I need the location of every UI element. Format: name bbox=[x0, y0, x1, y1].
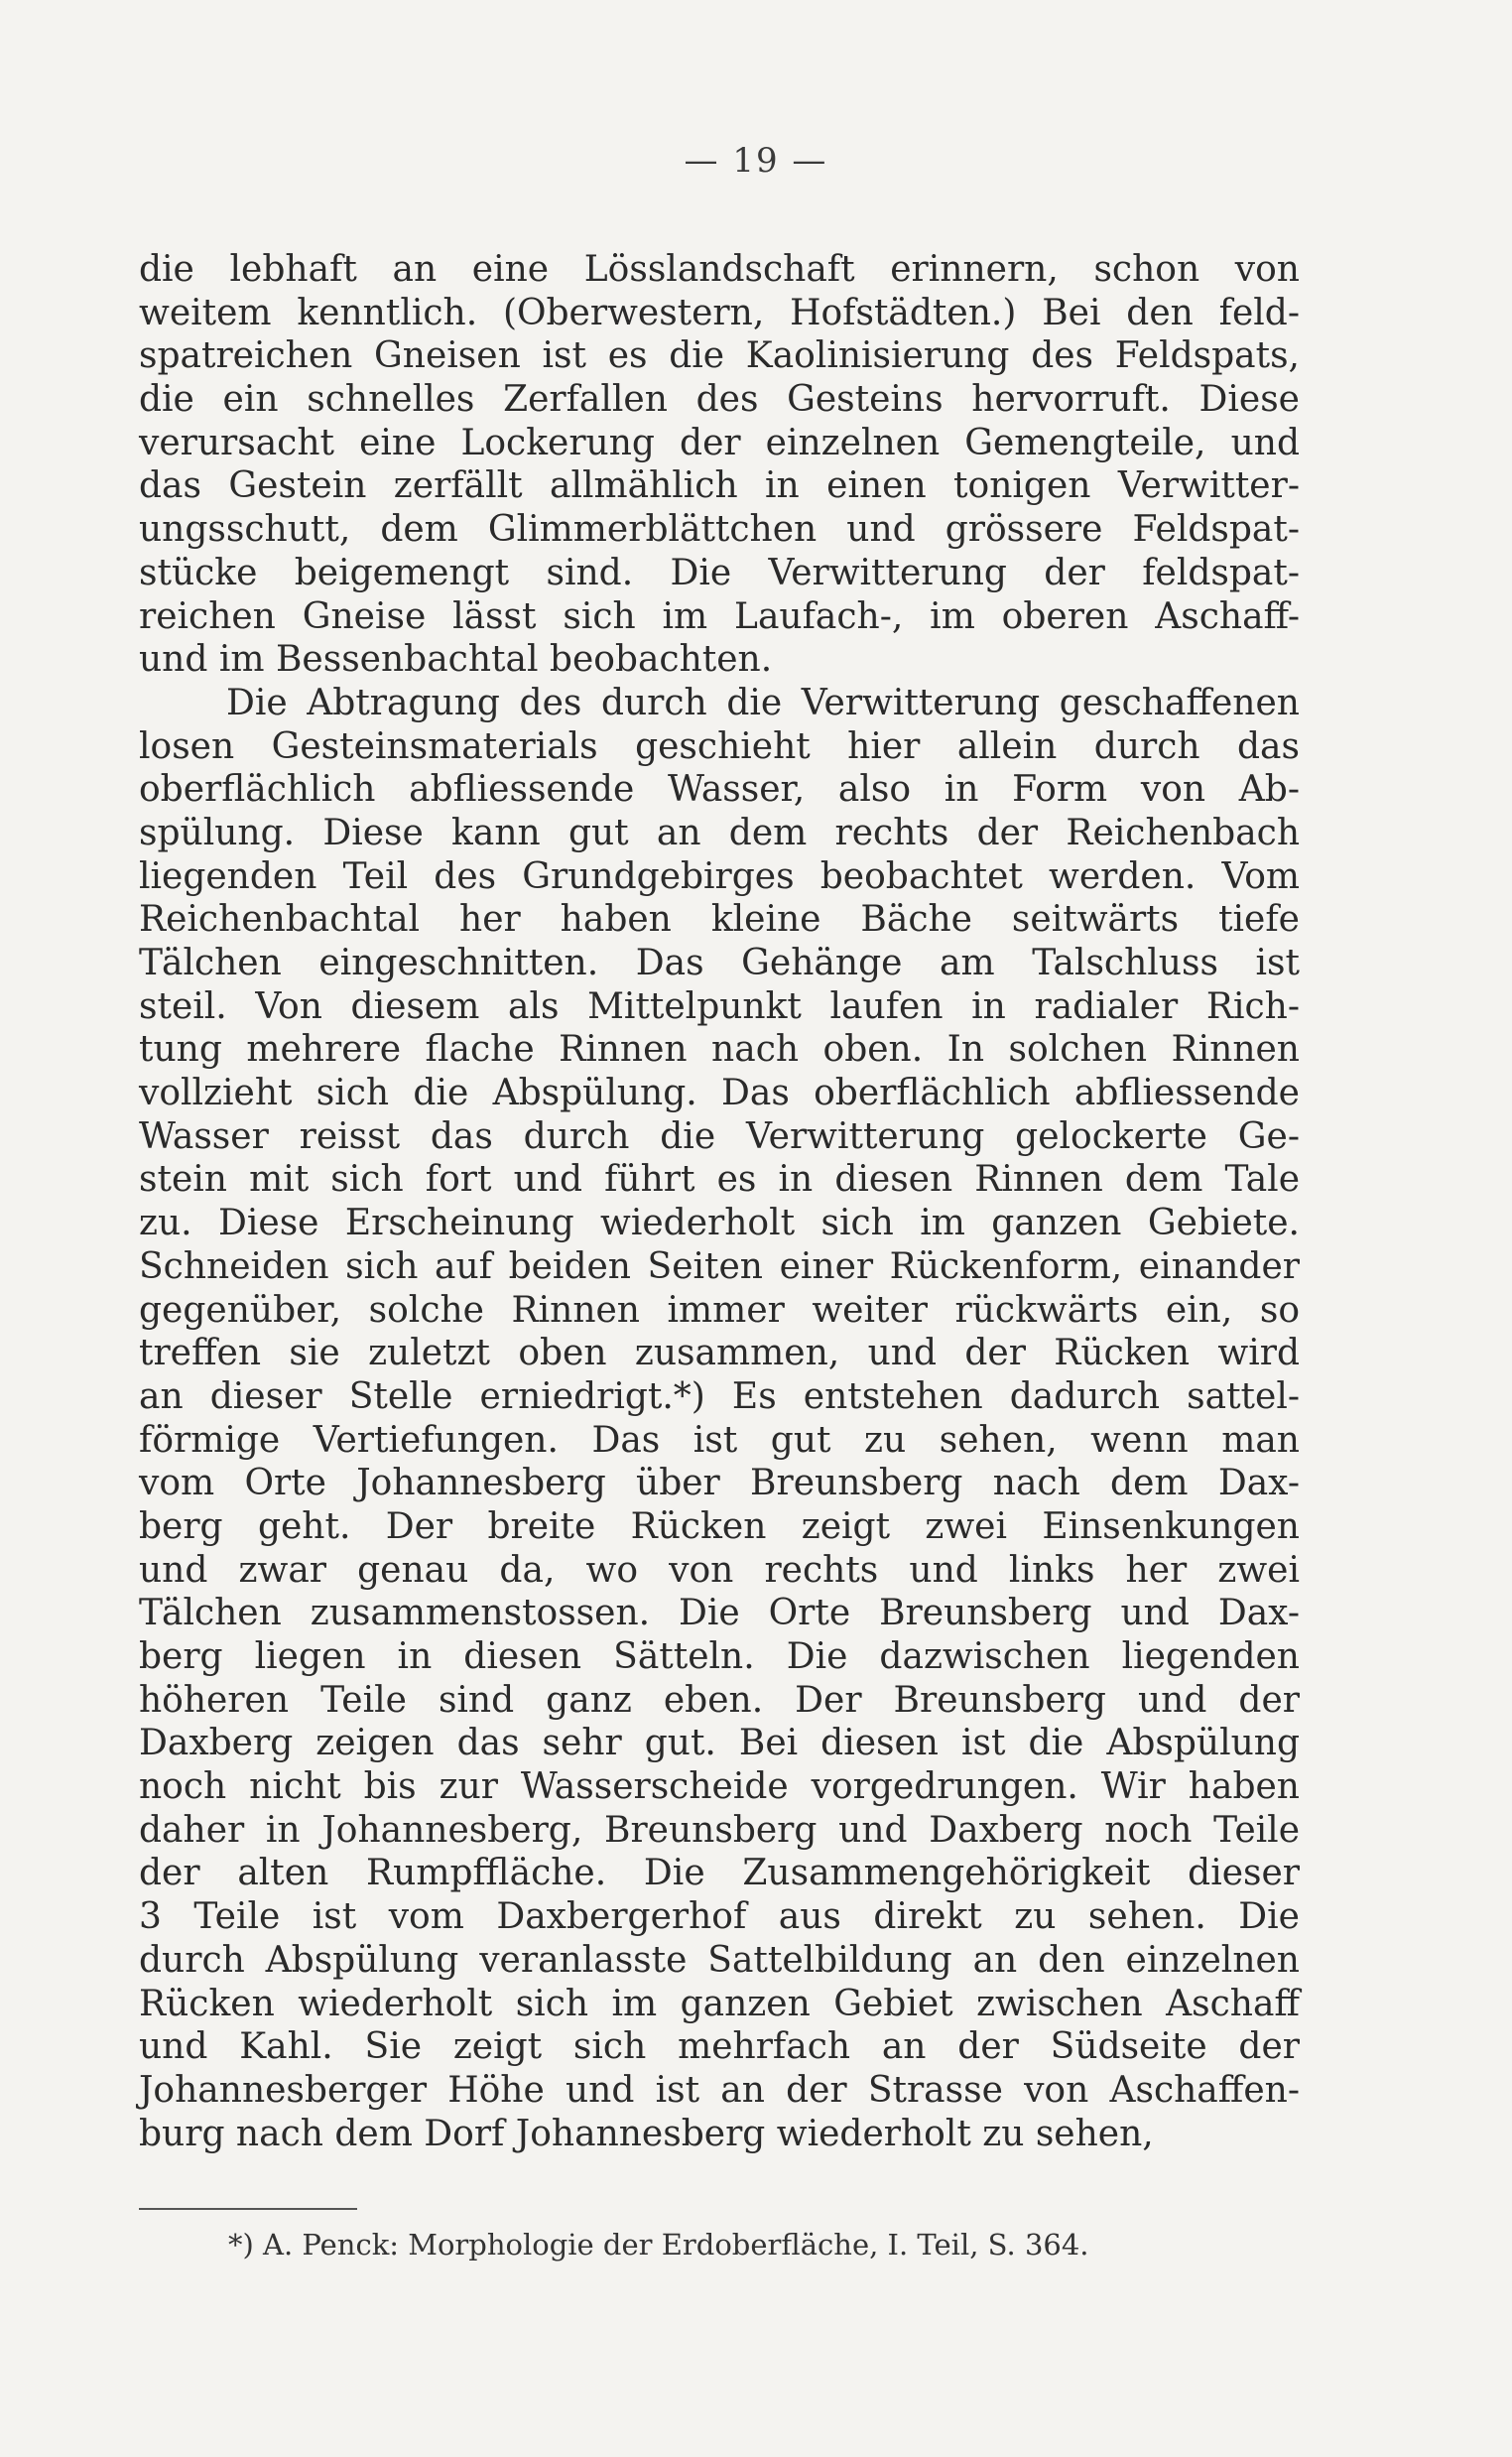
text-line: spatreichen Gneisen ist es die Kaolinisierung des Feldspats, bbox=[139, 335, 1300, 377]
text-line: und im Bessenbachtal beobachten. bbox=[139, 639, 773, 681]
text-line: steil. Von diesem als Mittelpunkt laufen in radialer Rich- bbox=[139, 985, 1300, 1027]
text-line: Tälchen zusammenstossen. Die Orte Breunsberg und Dax- bbox=[139, 1593, 1300, 1634]
text-line: berg geht. Der breite Rücken zeigt zwei Einsenkungen bbox=[139, 1505, 1300, 1547]
text-line: spülung. Diese kann gut an dem rechts der Reichenbach bbox=[139, 812, 1300, 853]
text-line: daher in Johannesberg, Breunsberg und Daxberg noch Teile bbox=[139, 1809, 1300, 1851]
text-line: 3 Teile ist vom Daxbergerhof aus direkt zu sehen. Die bbox=[139, 1896, 1300, 1938]
text-line: Daxberg zeigen das sehr gut. Bei diesen ist die Abspülung bbox=[139, 1723, 1300, 1764]
text-line: Die Abtragung des durch die Verwitterung geschaffenen bbox=[226, 682, 1300, 723]
text-line: vom Orte Johannesberg über Breunsberg nach dem Dax- bbox=[139, 1463, 1300, 1504]
text-line: verursacht eine Lockerung der einzelnen Gemengteile, und bbox=[139, 422, 1300, 463]
page-number: — 19 — bbox=[684, 141, 828, 181]
text-line: die ein schnelles Zerfallen des Gesteins hervorruft. Diese bbox=[139, 379, 1300, 421]
text-line: und Kahl. Sie zeigt sich mehrfach an der Südseite der bbox=[139, 2026, 1300, 2068]
text-line: Tälchen eingeschnitten. Das Gehänge am Talschluss ist bbox=[139, 943, 1300, 983]
paragraph bbox=[139, 682, 1300, 2155]
text-line: Johannesberger Höhe und ist an der Strasse von Aschaffen- bbox=[139, 2069, 1300, 2111]
text-line: berg liegen in diesen Sätteln. Die dazwischen liegenden bbox=[139, 1636, 1300, 1677]
text-line: weitem kenntlich. (Oberwestern, Hofstädten.) Bei den feld- bbox=[139, 292, 1300, 333]
text-line: burg nach dem Dorf Johannesberg wiederholt zu sehen, bbox=[139, 2113, 1154, 2154]
text-line: förmige Vertiefungen. Das ist gut zu sehen, wenn man bbox=[139, 1419, 1300, 1461]
text-line: durch Abspülung veranlasste Sattelbildung an den einzelnen bbox=[139, 1939, 1300, 1981]
text-line: ungsschutt, dem Glimmerblättchen und grössere Feldspat- bbox=[139, 509, 1300, 551]
paragraph bbox=[139, 248, 1300, 682]
text-line: liegenden Teil des Grundgebirges beobachtet werden. Vom bbox=[139, 855, 1300, 897]
text-line: Rücken wiederholt sich im ganzen Gebiet zwischen Aschaff bbox=[139, 1983, 1300, 2024]
text-line: stücke beigemengt sind. Die Verwitterung der feldspat- bbox=[139, 552, 1300, 593]
footnote-separator bbox=[139, 2208, 357, 2210]
text-line: vollzieht sich die Abspülung. Das oberflächlich abfliessende bbox=[139, 1073, 1300, 1114]
text-line: tung mehrere flache Rinnen nach oben. In solchen Rinnen bbox=[139, 1029, 1300, 1071]
text-line: Wasser reisst das durch die Verwitterung gelockerte Ge- bbox=[139, 1115, 1300, 1157]
text-line: noch nicht bis zur Wasserscheide vorgedrungen. Wir haben bbox=[139, 1766, 1300, 1808]
text-line: zu. Diese Erscheinung wiederholt sich im ganzen Gebiete. bbox=[139, 1203, 1300, 1244]
text-line: reichen Gneise lässt sich im Laufach-, im oberen Aschaff- bbox=[139, 595, 1300, 637]
text-line: losen Gesteinsmaterials geschieht hier allein durch das bbox=[139, 725, 1300, 767]
text-line: und zwar genau da, wo von rechts und links her zwei bbox=[139, 1549, 1300, 1591]
footnote: *) A. Penck: Morphologie der Erdoberfläche, I. Teil, S. 364. bbox=[228, 2228, 1089, 2262]
text-line: die lebhaft an eine Lösslandschaft erinnern, schon von bbox=[139, 249, 1300, 290]
text-line: treffen sie zuletzt oben zusammen, und der Rücken wird bbox=[139, 1333, 1300, 1374]
text-line: höheren Teile sind ganz eben. Der Breunsberg und der bbox=[139, 1679, 1300, 1721]
body-text bbox=[139, 248, 1300, 2155]
text-line: das Gestein zerfällt allmählich in einen tonigen Verwitter- bbox=[139, 465, 1300, 507]
text-line: Reichenbachtal her haben kleine Bäche seitwärts tiefe bbox=[139, 899, 1300, 941]
text-line: der alten Rumpffläche. Die Zusammengehörigkeit dieser bbox=[139, 1853, 1300, 1894]
text-line: stein mit sich fort und führt es in diesen Rinnen dem Tale bbox=[139, 1159, 1300, 1201]
text-line: Schneiden sich auf beiden Seiten einer Rückenform, einander bbox=[139, 1245, 1300, 1287]
text-line: gegenüber, solche Rinnen immer weiter rückwärts ein, so bbox=[139, 1289, 1300, 1331]
text-line: oberflächlich abfliessende Wasser, also in Form von Ab- bbox=[139, 769, 1300, 811]
text-line: an dieser Stelle erniedrigt.*) Es entstehen dadurch sattel- bbox=[139, 1375, 1300, 1417]
